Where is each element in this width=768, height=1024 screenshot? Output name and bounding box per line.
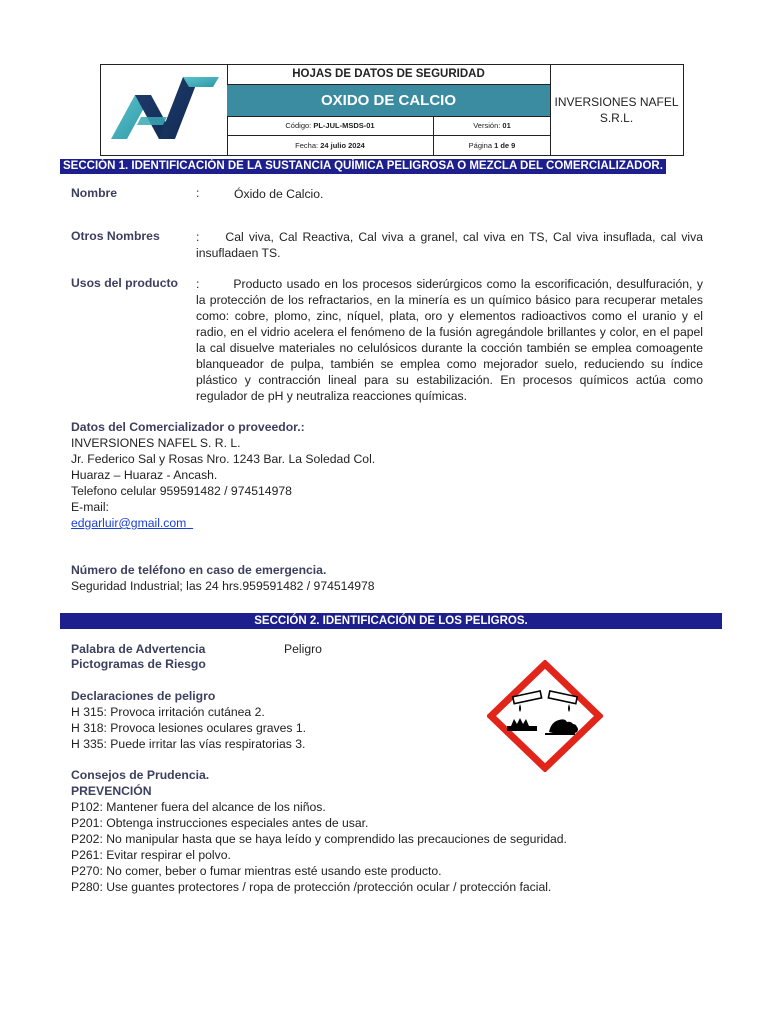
email-link[interactable]: edgarluir@gmail.com — [71, 516, 187, 530]
name-value: Óxido de Calcio. — [234, 187, 324, 201]
precaution-list — [71, 799, 567, 895]
pictograms-label: Pictogramas de Riesgo — [71, 657, 206, 671]
document-header — [100, 64, 684, 156]
precaution-statement: P280: Use guantes protectores / ropa de protección /protección ocular / protección facial. — [71, 880, 552, 894]
code-value: PL-JUL-MSDS-01 — [313, 121, 375, 130]
emergency-value: Seguridad Industrial; las 24 hrs.959591482 / 974514978 — [71, 579, 375, 593]
date-page-row — [227, 136, 550, 155]
supplier-heading: Datos del Comercializador o proveedor.: — [71, 420, 305, 434]
emergency-heading: Número de teléfono en caso de emergencia. — [71, 563, 327, 577]
supplier-line: Jr. Federico Sal y Rosas Nro. 1243 Bar. La Soledad Col. — [71, 452, 376, 466]
prevention-heading: PREVENCIÓN — [71, 784, 152, 798]
product-title: OXIDO DE CALCIO — [227, 85, 550, 117]
uses-label: Usos del producto — [71, 276, 178, 290]
supplier-line: INVERSIONES NAFEL S. R. L. — [71, 436, 241, 450]
supplier-details — [71, 435, 375, 531]
version-value: 01 — [502, 121, 511, 130]
code-cell: Código: PL-JUL-MSDS-01 — [227, 117, 434, 135]
page-cell: Página 1 de 9 — [468, 141, 516, 150]
header-middle — [227, 65, 551, 155]
ghs05-corrosion-icon — [487, 660, 603, 777]
company-name: INVERSIONES NAFEL S.R.L. — [554, 95, 679, 125]
date-value: 24 julio 2024 — [320, 141, 365, 150]
other-names-value: : Cal viva, Cal Reactiva, Cal viva a granel, cal viva en TS, Cal viva insuflada, cal viva insufladaen TS. — [196, 230, 703, 260]
hazard-list — [71, 704, 306, 752]
warning-value: Peligro — [284, 642, 322, 656]
hazard-heading: Declaraciones de peligro — [71, 689, 216, 703]
precaution-statement: P102: Mantener fuera del alcance de los niños. — [71, 800, 326, 814]
precaution-heading: Consejos de Prudencia. — [71, 768, 210, 782]
doc-type-title: HOJAS DE DATOS DE SEGURIDAD — [227, 65, 550, 85]
supplier-line: E-mail: — [71, 500, 109, 514]
name-label: Nombre — [71, 186, 118, 200]
section-2-title: SECCIÓN 2. IDENTIFICACIÓN DE LOS PELIGROS. — [60, 613, 722, 629]
page-value: 1 de 9 — [494, 141, 516, 150]
precaution-statement: P202: No manipular hasta que se haya leído y comprendido las precauciones de seguridad. — [71, 832, 567, 846]
date-cell: Fecha: 24 julio 2024 — [227, 136, 434, 155]
precaution-statement: P270: No comer, beber o fumar mientras esté usando este producto. — [71, 864, 442, 878]
name-colon: : — [196, 186, 200, 200]
supplier-line: Telefono celular 959591482 / 974514978 — [71, 484, 292, 498]
other-names-label: Otros Nombres — [71, 229, 160, 243]
warning-label: Palabra de Advertencia — [71, 642, 206, 656]
hazard-statement: H 335: Puede irritar las vías respiratorias 3. — [71, 737, 306, 751]
precaution-statement: P201: Obtenga instrucciones especiales antes de usar. — [71, 816, 369, 830]
version-cell: Versión: 01 — [473, 121, 511, 130]
supplier-line: Huaraz – Huaraz - Ancash. — [71, 468, 218, 482]
nafel-logo-icon — [101, 65, 227, 155]
hazard-statement: H 315: Provoca irritación cutánea 2. — [71, 705, 265, 719]
section-1-title: SECCIÓN 1. IDENTIFICACIÓN DE LA SUSTANCIA QUÍMICA PELIGROSA O MEZCLA DEL COMERCIALIZADOR. — [60, 159, 666, 174]
code-version-row — [227, 117, 550, 136]
uses-value: : Producto usado en los procesos siderúrgicos como la escorificación, desulfuración, y la protección de los refractarios, en la minería es un químico básico para recuperar metales como: cobre, plomo, zinc, níquel, plata, oro y elementos radioactivos como el uranio y el radio, en el vidrio acelera el fenómeno de la fusión agregándole brillantes y color, en el papel la cal disuelve materiales no celulósicos durante la cocción también se emplea comoagente blanqueador de pulpa, también se emplea como mejorador suelo, reduciendo su índice plástico y contracción lineal para su estabilización. En procesos químicos actúa como regulador de pH y neutraliza reacciones químicas. — [196, 277, 703, 403]
company-logo — [101, 65, 228, 155]
precaution-statement: P261: Evitar respirar el polvo. — [71, 848, 231, 862]
hazard-statement: H 318: Provoca lesiones oculares graves 1. — [71, 721, 307, 735]
